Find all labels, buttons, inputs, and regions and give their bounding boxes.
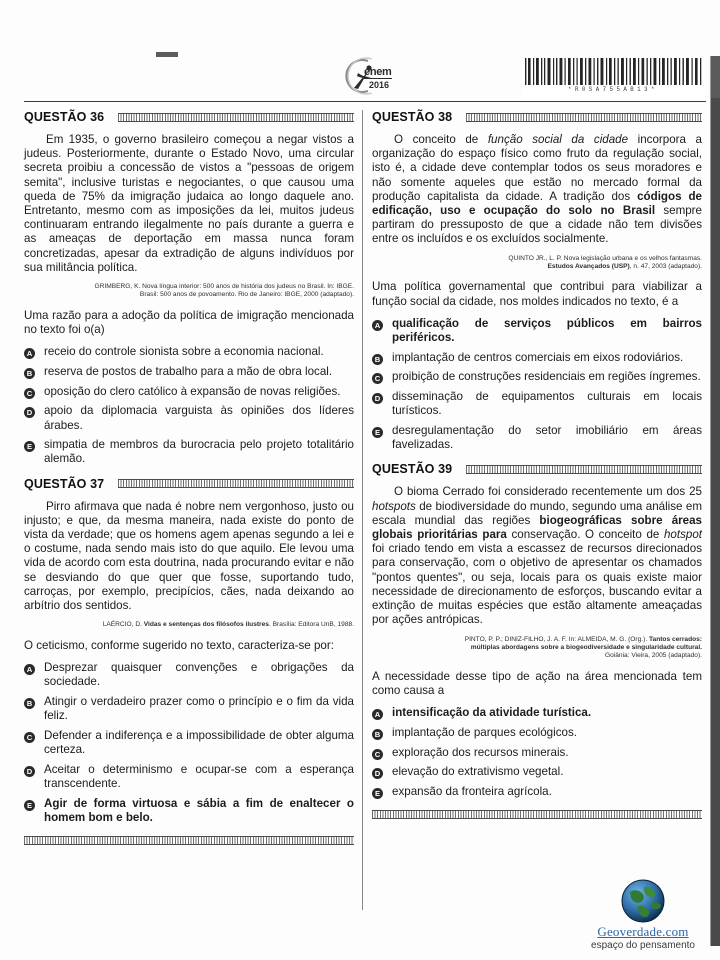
letter-circle-icon: E [24, 441, 35, 452]
letter-circle-icon: D [372, 393, 383, 404]
question-title: QUESTÃO 39 [372, 462, 453, 477]
scan-edge-artifact [710, 56, 720, 946]
barcode-number: *R0SA755AB13* [568, 86, 658, 93]
alternative-letter-bullet [24, 438, 44, 452]
alternatives-list [372, 317, 702, 453]
alternative-option-c[interactable] [372, 746, 702, 760]
alternative-letter-bullet [372, 726, 392, 740]
alternative-letter-bullet [24, 365, 44, 379]
alternative-text: qualificação de serviços públicos em bairros periféricos. [392, 316, 702, 345]
alternatives-list [24, 345, 354, 466]
question-header [24, 477, 354, 491]
alternative-text: Atingir o verdadeiro prazer como o princípio e o fim da vida feliz. [44, 694, 354, 723]
question-prompt: O ceticismo, conforme sugerido no texto, caracteriza-se por: [24, 638, 334, 652]
registration-mark [156, 52, 178, 57]
alternative-letter-bullet [24, 695, 44, 709]
question-block-q38 [372, 110, 702, 452]
alternative-text: Aceitar o determinismo e ocupar-se com a esperança transcendente. [44, 762, 354, 790]
question-prompt: Uma política governamental que contribui para viabilizar a função social da cidade, nos moldes indicados no texto, é a [372, 280, 702, 308]
alternative-text: receio do controle sionista sobre a economia nacional. [44, 345, 324, 359]
alternative-letter-bullet [24, 797, 44, 811]
letter-circle-icon: B [24, 368, 35, 379]
globe-icon [620, 878, 666, 924]
question-header-rule [118, 479, 354, 488]
alternative-text: apoio da diplomacia varguista às opiniões dos líderes árabes. [44, 404, 354, 432]
alternative-text: Agir de forma virtuosa e sábia a fim de enaltecer o homem bom e belo. [44, 796, 354, 824]
alternative-option-b[interactable] [372, 726, 702, 740]
alternative-letter-bullet [24, 729, 44, 743]
question-header [24, 110, 354, 124]
alternative-letter-bullet [372, 424, 392, 438]
alternative-text: proibição de construções residenciais em regiões íngremes. [392, 370, 701, 384]
geoverdade-watermark [582, 878, 704, 952]
alternative-option-a[interactable] [24, 661, 354, 689]
site-tagline: espaço do pensamento [591, 940, 695, 951]
alternative-option-e[interactable] [372, 785, 702, 799]
letter-circle-icon: E [24, 800, 35, 811]
alternative-text: intensificação da atividade turística. [392, 706, 592, 720]
alternative-option-a[interactable] [24, 345, 354, 359]
scan-edge-artifact-top [711, 56, 720, 98]
alternative-option-d[interactable] [372, 390, 702, 418]
alternative-text: reserva de postos de trabalho para a mão de obra local. [44, 364, 333, 378]
question-stem: Em 1935, o governo brasileiro começou a negar vistos a judeus. Posteriormente, durante o Estado Novo, uma circular secreta proibiu a concessão de vistos a "pessoas de origem semita", inclusive turistas e negociantes, o que causou uma queda de 75% da imigração judaica ao longo daquele ano. Entretanto, mesmo com as imposições da lei, muitos judeus continuaram entrando ilegalmente no país durante a guerra e as ameaças de deportação em massa nunca foram concretizadas, apesar da extradição de alguns indivíduos por sua militância política. [24, 133, 354, 274]
alternative-letter-bullet [372, 706, 392, 720]
alternatives-list [372, 706, 702, 799]
alternative-option-b[interactable] [24, 365, 354, 379]
alternative-letter-bullet [24, 661, 44, 675]
question-stem: Pirro afirmava que nada é nobre nem vergonhoso, justo ou injusto; e que, da mesma maneira, nada existe do ponto de vista da verdade; que os homens agem apenas segundo a lei e o costume, nada sendo mais isto do que aquilo. Ele levou uma vida de acordo com esta doutrina, nada procurando evitar e não se desviando do que quer que fosse, suportando tudo, carroças, por exemplo, precipícios, cães, nada deixando ao arbítrio dos sentidos. [24, 499, 354, 613]
question-prompt: Uma razão para a adoção da política de imigração mencionada no texto foi o(a) [24, 308, 354, 337]
alternative-text: disseminação de equipamentos culturais em locais turísticos. [392, 390, 702, 418]
alternative-letter-bullet [372, 746, 392, 760]
letter-circle-icon: D [24, 407, 35, 418]
enem-wordmark: enem [364, 66, 392, 78]
letter-circle-icon: C [24, 388, 35, 399]
alternative-option-c[interactable] [24, 385, 354, 399]
letter-circle-icon: B [372, 354, 383, 365]
alternative-text: implantação de centros comerciais em eixos rodoviários. [392, 350, 684, 364]
header-divider [24, 101, 706, 102]
letter-circle-icon: E [372, 788, 383, 799]
question-end-rule [24, 836, 354, 845]
question-block-q39 [372, 462, 702, 819]
letter-circle-icon: C [372, 373, 383, 384]
alternative-option-d[interactable] [24, 763, 354, 791]
alternative-option-e[interactable] [24, 438, 354, 466]
letter-circle-icon: C [24, 732, 35, 743]
column-gap [354, 110, 372, 940]
letter-circle-icon: E [372, 427, 383, 438]
left-column [24, 110, 354, 940]
letter-circle-icon: A [24, 664, 35, 675]
question-header [372, 110, 702, 124]
question-source-citation: PINTO, P. P.; DINIZ-FILHO, J. A. F. In: ALMEIDA, M. G. (Org.). Tantos cerrados: múltiplas abordagens sobre a biogeodiversidade e singularidade cultural. Goiânia: Vieira, 2005 (adaptado). [464, 635, 702, 660]
enem-logo [332, 55, 410, 97]
alternative-option-d[interactable] [372, 765, 702, 779]
question-columns [24, 110, 702, 940]
letter-circle-icon: C [372, 749, 383, 760]
question-title: QUESTÃO 38 [372, 110, 453, 124]
alternative-letter-bullet [372, 370, 392, 384]
alternative-option-a[interactable] [372, 706, 702, 720]
alternative-letter-bullet [372, 351, 392, 365]
column-divider [362, 110, 363, 910]
question-stem: O conceito de função social da cidade incorpora a organização do espaço físico como fruto da regulação social, isto é, a cidade deve contemplar todos os seus moradores e não somente aqueles que estão no mercado formal da produção capitalista da cidade. A tradição dos códigos de edificação, uso e ocupação do solo no Brasil sempre partiram do pressuposto de que a cidade não tem divisões entre os incluídos e os excluídos socialmente. [372, 133, 702, 246]
question-block-q36 [24, 110, 354, 467]
letter-circle-icon: B [372, 729, 383, 740]
alternative-option-e[interactable] [372, 424, 702, 452]
alternative-option-e[interactable] [24, 797, 354, 825]
alternative-option-c[interactable] [372, 370, 702, 384]
alternative-letter-bullet [372, 765, 392, 779]
enem-year: 2016 [369, 80, 390, 90]
letter-circle-icon: D [372, 768, 383, 779]
alternative-option-b[interactable] [372, 351, 702, 365]
alternative-text: oposição do clero católico à expansão de novas religiões. [44, 384, 341, 398]
question-block-q37 [24, 477, 354, 845]
question-source-citation: GRIMBERG, K. Nova língua interior: 500 anos de história dos judeus no Brasil. In: IBGE. Brasil: 500 anos de povoamento. Rio de Janeiro: IBGE, 2000 (adaptado). [94, 283, 354, 299]
alternative-letter-bullet [24, 763, 44, 777]
question-title: QUESTÃO 37 [24, 476, 105, 491]
question-title: QUESTÃO 36 [24, 110, 105, 124]
letter-circle-icon: D [24, 766, 35, 777]
question-header-rule [466, 465, 702, 474]
question-header-rule [118, 113, 354, 122]
alternatives-list [24, 661, 354, 825]
alternative-text: elevação do extrativismo vegetal. [392, 765, 564, 779]
alternative-text: desregulamentação do setor imobiliário em áreas favelizadas. [392, 424, 702, 452]
question-header [372, 462, 702, 476]
right-column [372, 110, 702, 940]
alternative-letter-bullet [24, 345, 44, 359]
letter-circle-icon: A [24, 348, 35, 359]
question-source-citation: QUINTO JR., L. P. Nova legislação urbana e os velhos fantasmas. Estudos Avançados (USP), n. 47, 2003 (adaptado). [508, 254, 702, 271]
alternative-text: exploração dos recursos minerais. [392, 745, 569, 759]
alternative-text: expansão da fronteira agrícola. [392, 784, 552, 798]
site-name: Geoverdade.com [597, 924, 689, 939]
alternative-letter-bullet [24, 385, 44, 399]
alternative-option-a[interactable] [372, 317, 702, 345]
alternative-text: Defender a indiferença e a impossibilidade de obter alguma certeza. [44, 728, 354, 756]
question-header-rule [466, 113, 702, 122]
alternative-letter-bullet [372, 317, 392, 331]
alternative-text: implantação de parques ecológicos. [392, 725, 577, 739]
alternative-text: Desprezar quaisquer convenções e obrigações da sociedade. [44, 660, 354, 689]
alternative-option-c[interactable] [24, 729, 354, 757]
alternative-letter-bullet [372, 785, 392, 799]
barcode [522, 58, 704, 98]
question-source-citation: LAÉRCIO, D. Vidas e sentenças dos filósofos ilustres. Brasília: Editora UnB, 1988. [102, 621, 354, 629]
letter-circle-icon: B [24, 698, 35, 709]
page-header [0, 0, 720, 98]
question-end-rule [372, 810, 702, 819]
question-prompt: A necessidade desse tipo de ação na área mencionada tem como causa a [372, 669, 702, 697]
letter-circle-icon: A [372, 320, 383, 331]
barcode-bars-icon [522, 58, 704, 85]
alternative-option-b[interactable] [24, 695, 354, 723]
alternative-text: simpatia de membros da burocracia pelo projeto totalitário alemão. [44, 438, 354, 466]
letter-circle-icon: A [372, 709, 383, 720]
alternative-option-d[interactable] [24, 404, 354, 432]
alternative-letter-bullet [372, 390, 392, 404]
question-stem: O bioma Cerrado foi considerado recentemente um dos 25 hotspots de biodiversidade do mundo, segundo uma análise em escala mundial das regiões biogeográficas sobre áreas globais prioritárias para conservação. O conceito de hotspot foi criado tendo em vista a escassez de recursos direcionados para conservação, com o objetivo de apresentar os chamados "pontos quentes", ou seja, locais para os quais existe maior necessidade de direcionamento de esforços, buscando evitar a extinção de muitas espécies que estão altamente ameaçadas por ações antrópicas. [372, 485, 703, 627]
alternative-letter-bullet [24, 404, 44, 418]
